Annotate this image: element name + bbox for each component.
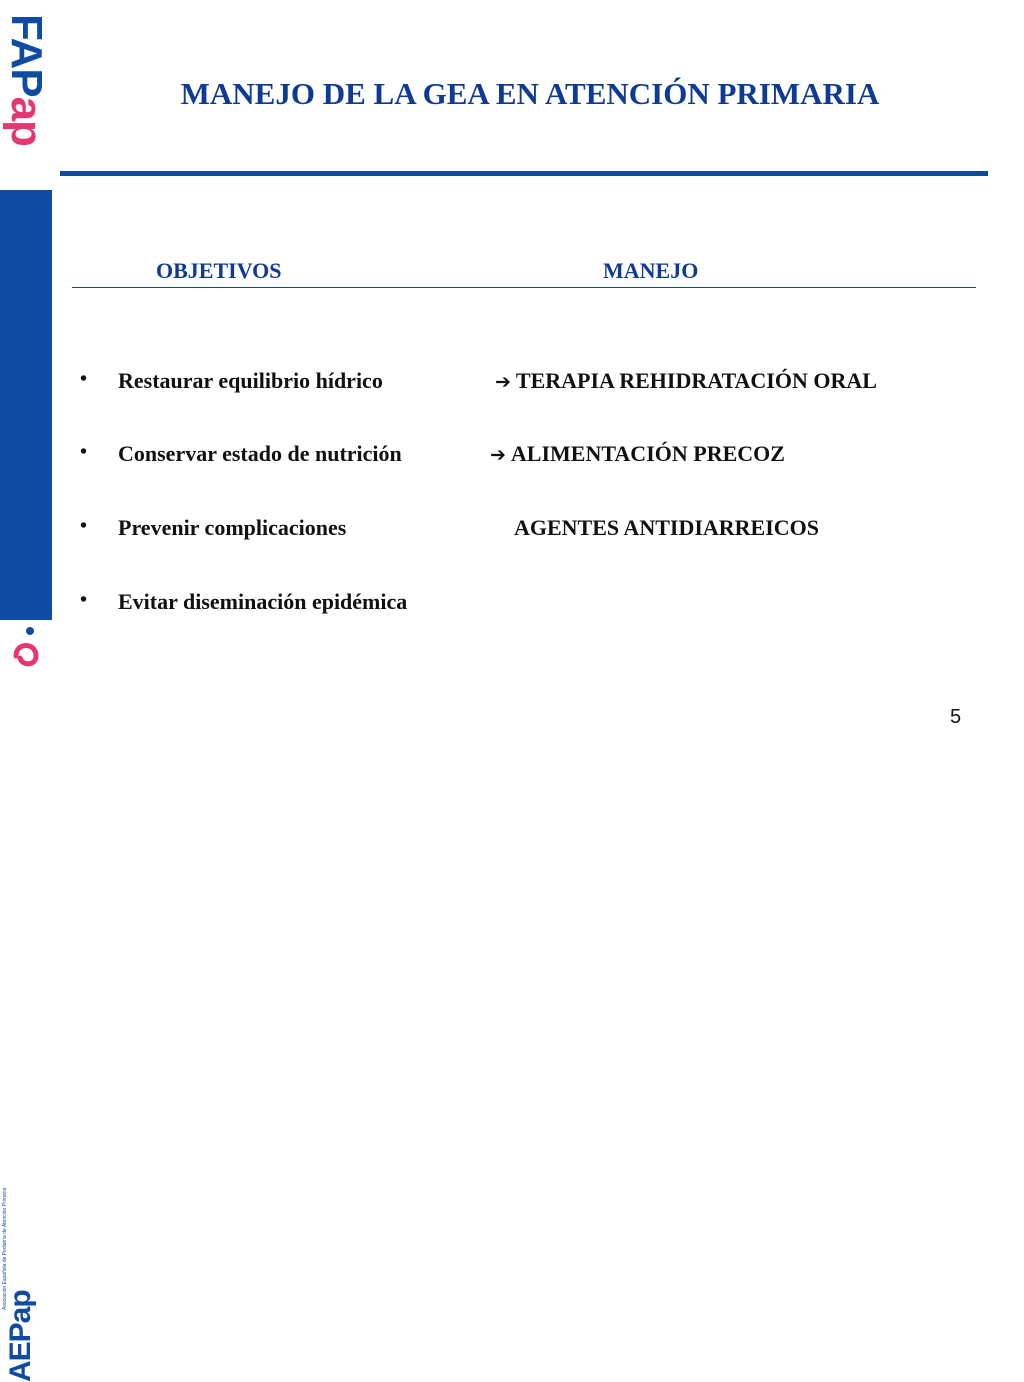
manejo-text: ALIMENTACIÓN PRECOZ bbox=[510, 441, 785, 466]
aepap-figure-icon bbox=[12, 626, 40, 670]
bullet: • bbox=[80, 589, 88, 611]
fapap-logo bbox=[0, 0, 52, 190]
list-item bbox=[0, 368, 1024, 398]
manejo-item bbox=[495, 368, 877, 394]
title-divider bbox=[60, 171, 988, 176]
objetivo-text: Restaurar equilibrio hídrico bbox=[118, 368, 383, 393]
page-number: 5 bbox=[950, 706, 962, 728]
sidebar-blue-band bbox=[0, 190, 52, 620]
objetivo-text: Prevenir complicaciones bbox=[118, 515, 347, 540]
objetivo-text: Conservar estado de nutrición bbox=[118, 441, 402, 466]
bullet: • bbox=[80, 515, 88, 537]
manejo-text: TERAPIA REHIDRATACIÓN ORAL bbox=[515, 368, 877, 393]
manejo-header: MANEJO bbox=[603, 258, 699, 283]
aepap-logo bbox=[0, 620, 52, 1382]
manejo-item bbox=[490, 441, 785, 467]
objetivos-header: OBJETIVOS bbox=[156, 258, 282, 283]
list-item bbox=[0, 589, 1024, 619]
aepap-tagline: Asociación Española de Pediatría de Atención Primaria bbox=[2, 1187, 8, 1310]
aepap-logo-text: AEPap bbox=[4, 1290, 37, 1382]
manejo-text: AGENTES ANTIDIARREICOS bbox=[514, 515, 820, 540]
list-item bbox=[0, 441, 1024, 471]
fapap-logo-text: FAPap bbox=[2, 14, 51, 146]
slide-title: MANEJO DE LA GEA EN ATENCIÓN PRIMARIA bbox=[180, 76, 880, 111]
list-item bbox=[0, 515, 1024, 545]
bullet: • bbox=[80, 441, 88, 463]
arrow-right-icon: ➔ bbox=[495, 371, 511, 393]
objetivo-text: Evitar diseminación epidémica bbox=[118, 589, 408, 614]
arrow-right-icon: ➔ bbox=[490, 444, 506, 466]
bullet: • bbox=[80, 368, 88, 390]
header-divider bbox=[72, 287, 976, 288]
manejo-item bbox=[514, 515, 819, 541]
